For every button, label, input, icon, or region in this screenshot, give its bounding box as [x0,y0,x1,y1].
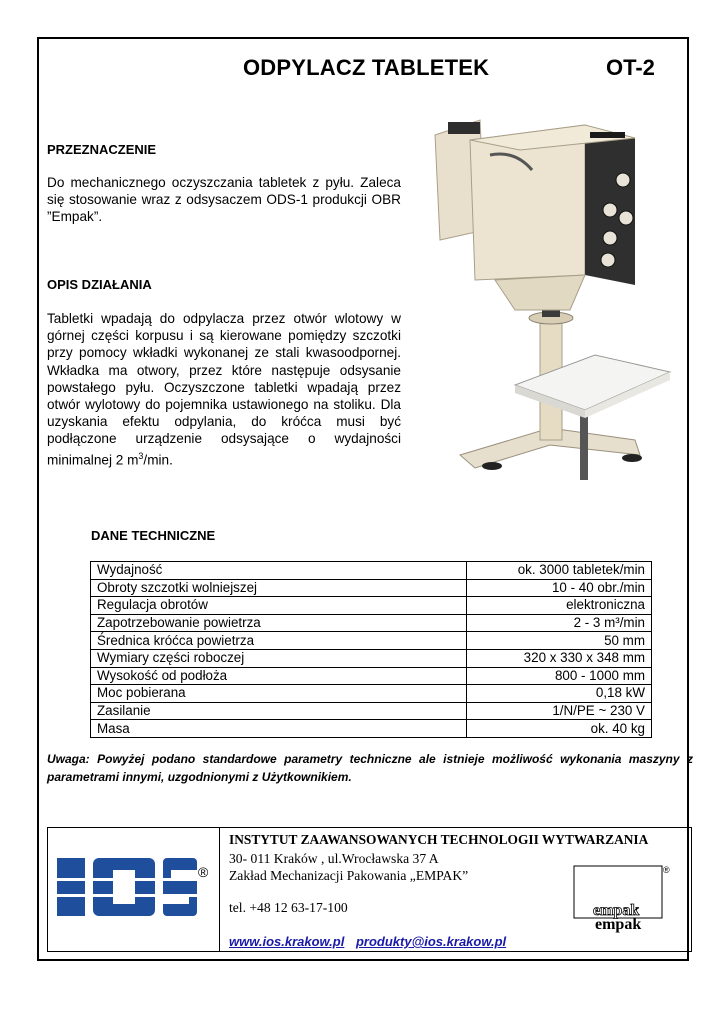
tech-row [91,685,652,703]
tech-label: Wydajność [91,562,467,580]
purpose-heading: PRZEZNACZENIE [47,142,157,157]
tech-value: elektroniczna [467,597,652,615]
tech-value: ok. 40 kg [467,720,652,738]
email-link[interactable]: produkty@ios.krakow.pl [355,934,507,949]
empak-text: empak [595,916,642,933]
empak-registered-mark: ® [663,865,670,875]
tech-value: 2 - 3 m³/min [467,614,652,632]
operation-text-end: /min. [143,452,173,468]
tech-value: 0,18 kW [467,685,652,703]
tech-row [91,702,652,720]
institute-name: INSTYTUT ZAAWANSOWANYCH TECHNOLOGII WYTWARZANIA [229,832,649,847]
tech-value: 10 - 40 obr./min [467,579,652,597]
tech-row [91,562,652,580]
institute-phone: tel. +48 12 63-17-100 [229,900,348,915]
footer-divider [219,828,220,952]
tech-table [90,561,652,738]
tech-label: Zasilanie [91,702,467,720]
tech-row [91,667,652,685]
tech-value: ok. 3000 tabletek/min [467,562,652,580]
operation-text [47,310,401,468]
operation-heading: OPIS DZIAŁANIA [47,277,152,292]
tech-value: 800 - 1000 mm [467,667,652,685]
tech-label: Zapotrzebowanie powietrza [91,614,467,632]
ios-logo [55,856,210,918]
tech-row [91,720,652,738]
empak-logo [573,865,669,933]
model-number: OT-2 [606,55,655,80]
machine-photo [420,110,682,488]
tech-value: 50 mm [467,632,652,650]
tech-label: Wymiary części roboczej [91,649,467,667]
tech-label: Wysokość od podłoża [91,667,467,685]
website-link[interactable]: www.ios.krakow.pl [229,934,345,949]
contact-links [229,934,514,949]
registered-mark: ® [198,864,209,880]
page-title: ODPYLACZ TABLETEK [243,55,490,80]
operation-text-main: Tabletki wpadają do odpylacza przez otwór wlotowy w górnej części korpusu i są kierowane pomiędzy szczotki przy pomocy wkładki wykonanej ze stali kwasoodpornej. Wkładka ma otwory, przez które następuje odsysanie powstałego pyłu. Oczyszczone tabletki wpadają przez otwór wylotowy do pojemnika ustawionego na stoliku. Dla uzyskania efektu odpylania, do króćca musi być podłączone urządzenie odsysające o wydajności minimalnej 2 m [47,311,401,468]
tech-row [91,649,652,667]
tech-label: Średnica króćca powietrza [91,632,467,650]
tech-label: Masa [91,720,467,738]
tech-row [91,614,652,632]
tech-value: 1/N/PE ~ 230 V [467,702,652,720]
operation-text-sup: 3 [138,450,144,461]
tech-row [91,597,652,615]
tech-row [91,632,652,650]
tech-value: 320 x 330 x 348 mm [467,649,652,667]
note-text: Uwaga: Powyżej podano standardowe parametry techniczne ale istnieje możliwość wykonania maszyny z parametrami innymi, uzgodnionymi z Użytkownikiem. [47,752,693,784]
institute-address: 30- 011 Kraków , ul.Wrocławska 37 A [229,851,439,866]
tech-heading: DANE TECHNICZNE [91,528,216,543]
empak-outline-text: empak [593,902,640,919]
purpose-text: Do mechanicznego oczyszczania tabletek z pyłu. Zaleca się stosowanie wraz z odsysaczem ODS-1 produkcji OBR ”Empak”. [47,175,401,225]
tech-label: Obroty szczotki wolniejszej [91,579,467,597]
tech-label: Moc pobierana [91,685,467,703]
tech-row [91,579,652,597]
institute-department: Zakład Mechanizacji Pakowania „EMPAK” [229,868,469,883]
tech-label: Regulacja obrotów [91,597,467,615]
